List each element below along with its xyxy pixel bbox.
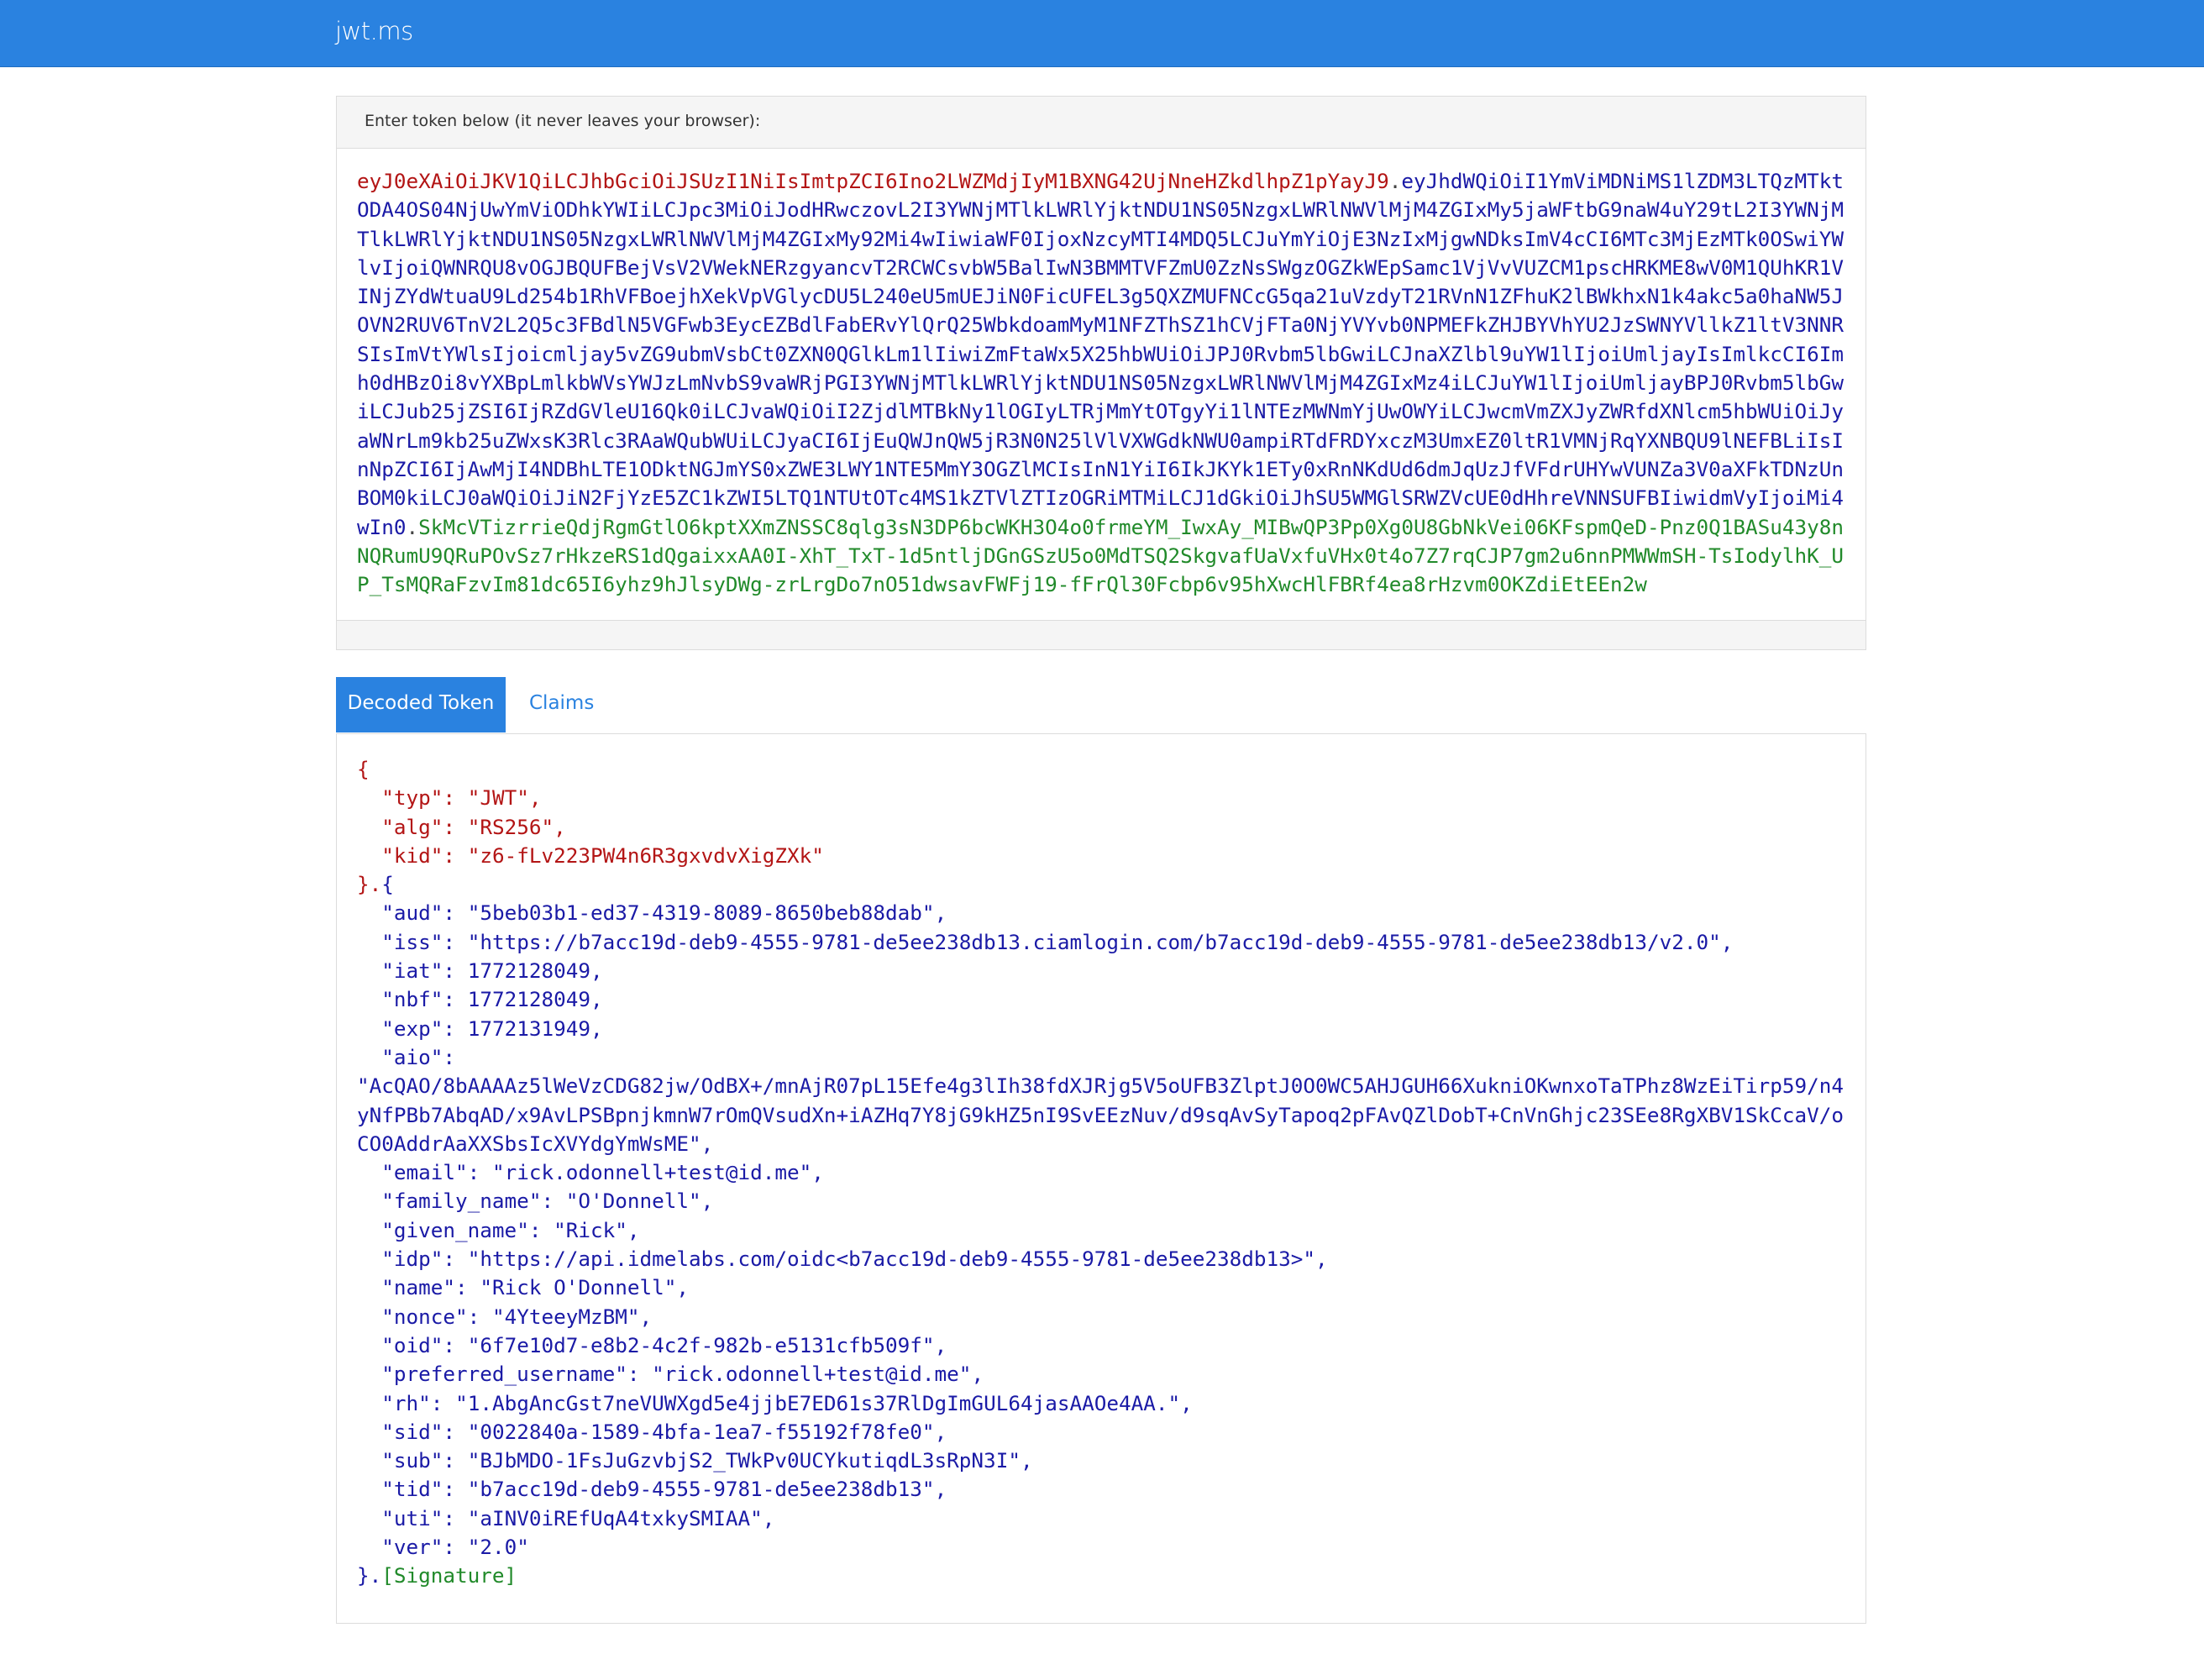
token-input-label: Enter token below (it never leaves your browser): [337,97,1866,149]
json-claim-line [357,1533,1845,1562]
json-claim-line [357,784,1845,812]
json-text: }. [357,872,382,897]
token-header-segment: eyJ0eXAiOiJKV1QiLCJhbGciOiJSUzI1NiIsImtpZCI6Ino2LWZMdjIyM1BXNG42UjNneHZkdlhpZ1pYayJ9 [357,169,1389,193]
json-text: , [1180,1390,1193,1415]
json-text: " [357,1362,394,1387]
token-separator: . [1388,169,1402,193]
json-text: ": [430,987,468,1012]
json-text: " [357,1016,394,1041]
claim-value: "Rick" [554,1217,627,1242]
json-claim-line [357,1216,1845,1245]
json-text: ": [430,1332,468,1357]
json-claim-line [357,842,1845,870]
json-text: , [1020,1448,1033,1473]
signature-label: [Signature] [381,1563,517,1588]
claim-value: "rick.odonnell+test@id.me" [652,1362,972,1387]
json-text: ": [430,900,468,926]
claim-value: "4YteeyMzBM" [491,1304,640,1329]
decoded-token-panel [336,733,1866,1624]
tab-claims[interactable]: Claims [529,692,595,714]
json-text: , [762,1505,775,1530]
json-text: ": [430,1247,468,1272]
json-text: ": [418,1390,456,1415]
json-text: , [811,1160,824,1185]
claim-value: "BJbMDO-1FsJuGzvbjS2_TWkPv0UCYkutiqdL3sRpN3I" [467,1448,1021,1473]
json-text: " [357,958,394,984]
json-text: , [590,987,603,1012]
json-claim-line [357,1158,1845,1187]
claim-value: 1772128049 [467,958,590,984]
json-claim-line [357,1245,1845,1273]
json-text: ": [455,1304,492,1329]
json-text: ": [430,958,468,984]
json-text: }. [357,1563,382,1588]
json-text: " [357,1535,394,1560]
json-claim-line [357,1043,1845,1072]
claim-key: preferred_username [393,1362,616,1387]
claim-value: "z6-fLv223PW4n6R3gxvdvXigZXk" [467,843,824,868]
json-claim-line [357,1504,1845,1533]
json-text: " [357,843,394,868]
tab-decoded-token[interactable]: Decoded Token [336,677,506,732]
claim-key: given_name [393,1217,517,1242]
json-text: " [357,1247,394,1272]
claim-key: family_name [393,1189,529,1214]
json-text: " [357,1044,394,1069]
json-text: ": [430,1505,468,1530]
json-text: " [357,1390,394,1415]
json-text: ": [430,814,468,839]
json-claim-line [357,1303,1845,1331]
claim-key: kid [393,843,431,868]
json-claim-line [357,1360,1845,1389]
token-separator: . [406,514,419,539]
claim-key: exp [393,1016,431,1041]
json-claim-line [357,1389,1845,1418]
json-text: " [357,987,394,1012]
json-claim-line [357,1475,1845,1504]
json-text: " [357,1304,394,1329]
json-text: ": [443,1275,480,1300]
json-claim-line [357,1273,1845,1302]
json-text: ": [430,1419,468,1444]
json-text: ": [430,929,468,954]
claim-key: idp [393,1247,431,1272]
claim-value: "RS256" [467,814,554,839]
claim-value: "0022840a-1589-4bfa-1ea7-f55192f78fe0" [467,1419,935,1444]
claim-key: aio [393,1044,431,1069]
claim-value: "Rick O'Donnell" [480,1275,677,1300]
json-text: , [676,1275,690,1300]
claim-key: name [393,1275,443,1300]
json-text: ": [528,1189,566,1214]
claim-value: "b7acc19d-deb9-4555-9781-de5ee238db13" [467,1477,935,1502]
claim-key: iat [393,958,431,984]
json-text: " [357,1217,394,1242]
token-input[interactable] [357,167,1845,599]
json-text: ": [430,785,468,811]
json-claim-line [357,928,1845,957]
json-text: , [554,814,566,839]
claim-key: rh [393,1390,419,1415]
json-claim-line [357,1187,1845,1215]
json-text: " [357,929,394,954]
top-nav-bar [0,0,2204,67]
json-text: , [971,1362,984,1387]
token-payload-segment: eyJhdWQiOiI1YmViMDNiMS1lZDM3LTQzMTktODA4OS04NjUwYmViODhkYWIiLCJpc3MiOiJodHRwczovL2I3YWNjMTlkLWRlYjktNDU1NS05NzgxLWRlNWVlMjM4ZGIxMy5jaWFtbG9naW4uY29tL2I3YWNjMTlkLWRlYjktNDU1NS05NzgxLWRlNWVlMjM4ZGIxMy92Mi4wIiwiaWF0IjoxNzcyMTI4MDQ5LCJuYmYiOjE3NzIxMjgwNDksImV4cCI6MTc3MjEzMTk0OSwiYWlvIjoiQWNRQU8vOGJBQUFBejVsV2VWekNERzgyancvT2RCWCsvbW5BalIwN3BMMTVFZmU0ZzNsSWgzOGZkWEpSamc1VjVvVUZCM1pscHRKME8wV0M1QUhKR1VINjZYdWtuaU9Ld254b1RhVFBoejhXekVpVGlycDU5L240eU5mUEJiN0FicUFEL3g5QXZMUFNCcG5qa21uVzdyT21RVnN1ZFhuK2lBWkhxN1k4akc5a0haNW5JOVN2RUV6TnV2L2Q5c3FBdlN5VGFwb3EycEZBdlFabERvYlQrQ25WbkdoamMyM1NFZThSZ1hCVjFTa0NjYVYvb0NPMEFkZHJBYVhYU2JzSWNYVllkZ1ltV3NNRSIsImVtYWlsIjoicmljay5vZG9ubmVsbCt0ZXN0QGlkLm1lIiwiZmFtaWx5X25hbWUiOiJPJ0Rvbm5lbGwiLCJnaXZlbl9uYW1lIjoiUmljayIsImlkcCI6Imh0dHBzOi8vYXBpLmlkbWVsYWJzLmNvbS9vaWRjPGI3YWNjMTlkLWRlYjktNDU1NS05NzgxLWRlNWVlMjM4ZGIxMz4iLCJuYW1lIjoiUmljayBPJ0Rvbm5lbGwiLCJub25jZSI6IjRZdGVleU16Qk0iLCJvaWQiOiI2ZjdlMTBkNy1lOGIyLTRjMmYtOTgyYi1lNTEzMWNmYjUwOWYiLCJwcmVmZXJyZWRfdXNlcm5hbWUiOiJyaWNrLm9kb25uZWxsK3Rlc3RAaWQubWUiLCJyaCI6IjEuQWJnQW5jR3N0N25lVlVXWGdkNWU0ampiRTdFRDYxczM3UmxEZ0ltR1VMNjRqYXNBQU9lNEFBLiIsInNpZCI6IjAwMjI4NDBhLTE1ODktNGJmYS0xZWE3LWY1NTE5MmY3OGZlMCIsInN1YiI6IkJKYk1ETy0xRnNKdUd6dmJqUzJfVFdrUHYwVUNZa3V0aXFkTDNzUnBOM0kiLCJ0aWQiOiJiN2FjYzE5ZC1kZWI5LTQ1NTUtOTc4MS1kZTVlZTIzOGRiMTMiLCJ1dGkiOiJhSU5WMGlSRWZVcUE0dHhreVNNSUFBIiwidmVyIjoiMi4wIn0 [357,169,1844,539]
claim-key: oid [393,1332,431,1357]
json-claim-line [357,1446,1845,1475]
json-text: ": [430,843,468,868]
json-text: ": [430,1044,456,1069]
token-panel-footer [337,620,1866,649]
json-text: { [357,757,370,781]
claim-key: sub [393,1448,431,1473]
claim-value: "rick.odonnell+test@id.me" [491,1160,812,1185]
claim-key: nbf [393,987,431,1012]
json-text: , [590,958,603,984]
json-text: , [701,1131,714,1156]
app-title[interactable]: jwt.ms [335,17,413,45]
json-text: " [357,1189,394,1214]
json-text: , [590,1016,603,1041]
claim-value: "aINV0iREfUqA4txkySMIAA" [467,1505,763,1530]
json-text: , [934,900,947,926]
claim-key: alg [393,814,431,839]
json-claim-line [357,1418,1845,1446]
claim-value: "6f7e10d7-e8b2-4c2f-982b-e5131cfb509f" [467,1332,935,1357]
claim-key: iss [393,929,431,954]
claim-key: uti [393,1505,431,1530]
json-text: " [357,814,394,839]
json-text: , [528,785,542,811]
json-text: , [934,1419,947,1444]
json-separator [357,870,1845,899]
json-text: , [934,1332,947,1357]
json-text: " [357,1275,394,1300]
json-claim-line [357,985,1845,1014]
json-text: { [381,872,394,897]
json-text: , [701,1189,714,1214]
claim-key: typ [393,785,431,811]
json-text: , [934,1477,947,1502]
claim-key: tid [393,1477,431,1502]
json-text: ": [430,1448,468,1473]
json-text: ": [430,1477,468,1502]
json-claim-line [357,957,1845,985]
json-text: , [1315,1247,1328,1272]
json-close [357,1562,1845,1590]
claim-value: "JWT" [467,785,529,811]
json-claim-value-line [357,1072,1845,1158]
claim-value: "https://api.idmelabs.com/oidc<b7acc19d-deb9-4555-9781-de5ee238db13>" [467,1247,1316,1272]
json-text: " [357,1505,394,1530]
claim-value: 1772128049 [467,987,590,1012]
json-text: " [357,1419,394,1444]
claim-key: nonce [393,1304,456,1329]
claim-key: sid [393,1419,431,1444]
json-claim-line [357,813,1845,842]
json-text: " [357,1477,394,1502]
json-text: , [627,1217,640,1242]
decoded-token-json [357,755,1845,1591]
claim-key: email [393,1160,456,1185]
claim-value: "O'Donnell" [565,1189,701,1214]
json-text: " [357,1448,394,1473]
json-text: " [357,1332,394,1357]
claim-value: "1.AbgAncGst7neVUWXgd5e4jjbE7ED61s37RlDgImGUL64jasAAOe4AA." [455,1390,1181,1415]
json-claim-line [357,1331,1845,1360]
json-text: ": [517,1217,554,1242]
claim-value: "5beb03b1-ed37-4319-8089-8650beb88dab" [467,900,935,926]
json-text: , [1720,929,1734,954]
json-text: ": [430,1016,468,1041]
claim-value: "2.0" [467,1535,529,1560]
json-claim-line [357,899,1845,927]
json-text: " [357,785,394,811]
claim-value: "https://b7acc19d-deb9-4555-9781-de5ee238db13.ciamlogin.com/b7acc19d-deb9-4555-9781-de5ee238db13/v2.0" [467,929,1721,954]
json-open-brace [357,755,1845,784]
claim-key: ver [393,1535,431,1560]
token-signature-segment: SkMcVTizrrieQdjRgmGtlO6kptXXmZNSSC8qlg3sN3DP6bcWKH3O4o0frmeYM_IwxAy_MIBwQP3Pp0Xg0U8GbNkVei06KFspmQeD-Pnz0Q1BASu43y8nNQRumU9QRuPOvSz7rHkzeRS1dQgaixxAA0I-XhT_TxT-1d5ntljDGnGSzU5o0MdTSQ2SkgvafUaVxfuVHx0t4o7Z7rqCJP7gm2u6nnPMWWmSH-TsIodylhK_UP_TsMQRaFzvIm81dc65I6yhz9hJlsyDWg-zrLrgDo7nO51dwsavFWFj19-fFrQl30Fcbp6v95hXwcHlFBRf4ea8rHzvm0OKZdiEtEEn2w [357,514,1844,597]
token-input-panel [336,96,1866,650]
json-text: ": [455,1160,492,1185]
json-text: " [357,900,394,926]
claim-value: 1772131949 [467,1016,590,1041]
json-text: ": [430,1535,468,1560]
json-claim-line [357,1015,1845,1043]
json-text: , [639,1304,653,1329]
claim-key: aud [393,900,431,926]
json-text: ": [615,1362,653,1387]
claim-value: "AcQAO/8bAAAAz5lWeVzCDG82jw/OdBX+/mnAjR07pL15Efe4g3lIh38fdXJRjg5V5oUFB3ZlptJ0O0WC5AHJGUH66XukniOKwnxoTaTPhz8WzEiTirp59/n4yNfPBb7AbqAD/x9AvLPSBpnjkmnW7rOmQVsudXn+iAZHq7Y8jG9kHZ5nI9SvEEzNuv/d9sqAvSyTapoq2pFAvQZlDobT+CnVnGhjc23SEe8RgXBV1SkCcaV/oCO0AddrAaXXSbsIcXVYdgYmWsME" [357,1074,1844,1156]
json-text: " [357,1160,394,1185]
